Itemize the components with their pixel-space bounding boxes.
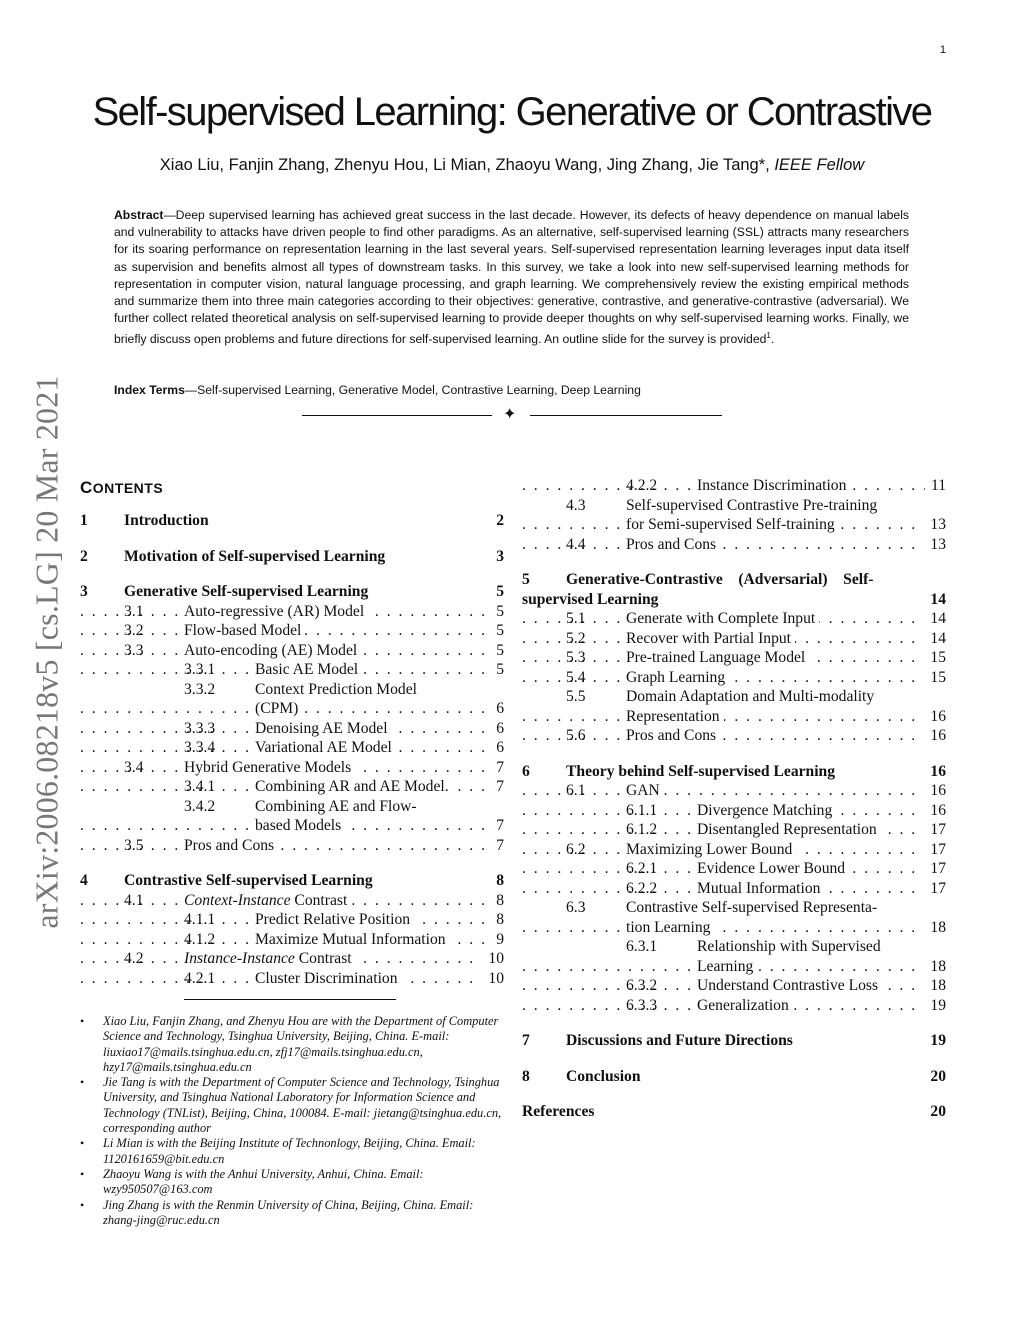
toc-entry[interactable] xyxy=(80,836,504,856)
page-number: 1 xyxy=(939,44,946,56)
toc-entry-title xyxy=(522,535,946,555)
toc-entry-number: 3.3.3 xyxy=(184,719,216,737)
toc-entry-title xyxy=(80,582,504,602)
toc-entry[interactable] xyxy=(522,859,946,879)
toc-entry[interactable] xyxy=(522,687,946,707)
toc-right-column xyxy=(522,476,946,1122)
index-terms-text: —Self-supervised Learning, Generative Model, Contrastive Learning, Deep Learning xyxy=(184,383,641,397)
footnote-text: Zhaoyu Wang is with the Anhui University, Anhui, China. Email: wzy950507@163.com xyxy=(103,1166,424,1197)
toc-entry-number: 2 xyxy=(80,547,88,565)
toc-entry-number: 6.3.1 xyxy=(626,938,658,955)
toc-entry[interactable] xyxy=(80,641,504,661)
toc-entry-title-text: Flow-based Model xyxy=(184,622,302,639)
toc-entry[interactable] xyxy=(80,930,504,950)
toc-entry-number: 6.3.2 xyxy=(626,977,658,994)
toc-entry-title xyxy=(80,511,504,531)
toc-entry-title xyxy=(522,590,946,610)
toc-entry-title-text: Graph Learning xyxy=(626,668,726,686)
toc-entry-title-text: Denoising AE Model xyxy=(255,719,388,737)
toc-entry-title xyxy=(522,801,946,821)
toc-entry-title xyxy=(522,976,946,996)
toc-entry-number: 6.1 xyxy=(566,782,586,799)
toc-entry[interactable] xyxy=(522,515,946,535)
contents-heading xyxy=(80,478,163,498)
toc-entry-title xyxy=(522,476,946,496)
toc-entry-title xyxy=(522,820,946,840)
toc-entry-title xyxy=(80,969,504,989)
toc-entry[interactable] xyxy=(522,609,946,629)
arxiv-identifier-stamp: arXiv:2006.08218v5 [cs.LG] 20 Mar 2021 xyxy=(28,375,65,929)
toc-entry[interactable] xyxy=(522,918,946,938)
footnote-text: Jing Zhang is with the Renmin University of China, Beijing, China. Email: zhang-jing@ruc.edu.cn xyxy=(103,1197,474,1227)
toc-entry-title-text: Contrast xyxy=(290,891,348,909)
toc-entry[interactable] xyxy=(80,758,504,778)
index-terms xyxy=(114,382,909,399)
footnote-item xyxy=(80,1075,504,1136)
toc-entry-number: 6.1.1 xyxy=(626,801,658,819)
toc-entry-title xyxy=(80,816,504,836)
toc-entry-title-text: Contrast xyxy=(294,950,352,967)
toc-entry-title xyxy=(80,602,504,622)
toc-entry-title-text: Hybrid Generative Models xyxy=(184,758,352,776)
toc-entry-title-text: Theory behind Self-supervised Learning xyxy=(566,762,836,780)
toc-entry-number: 4.1.1 xyxy=(184,911,216,928)
toc-entry-page: 2 xyxy=(490,511,504,531)
toc-entry[interactable] xyxy=(522,937,946,957)
toc-entry-number: 6.3.3 xyxy=(626,996,658,1014)
toc-entry-title-text: Context Prediction Model xyxy=(255,680,417,698)
toc-entry[interactable] xyxy=(522,496,946,516)
toc-entry-title-emphasis: Instance-Instance xyxy=(184,950,295,967)
toc-entry-title-text: Disentangled Representation xyxy=(697,821,877,838)
abstract-end: . xyxy=(770,332,775,347)
footnote-rule xyxy=(184,999,396,1000)
toc-entry-number: 3 xyxy=(80,583,88,600)
toc-entry-title-text: Instance Discrimination xyxy=(697,477,847,494)
footnote-text: Jie Tang is with the Department of Computer Science and Technology, Tsinghua University, and Tsinghua National Laboratory for Information Science and Technology (TNList), Beijing, China, 100084. E-mail: jietang@tsinghua.edu.cn, corresponding author xyxy=(103,1075,502,1136)
toc-entry-title xyxy=(80,641,504,661)
toc-entry-title-text: Learning xyxy=(697,957,754,975)
toc-entry-title xyxy=(522,781,946,801)
toc-entry-number: 3.3.2 xyxy=(184,680,216,698)
toc-entry-number: 3.4.2 xyxy=(184,797,216,815)
toc-entry-number: 6.2.1 xyxy=(626,860,658,877)
toc-entry-page: 11 xyxy=(925,476,946,496)
toc-entry[interactable] xyxy=(80,582,504,602)
toc-entry-title-text: Basic AE Model xyxy=(255,661,359,678)
abstract-label: Abstract xyxy=(114,208,164,222)
toc-entry-page: 15 xyxy=(924,648,946,668)
toc-entry[interactable] xyxy=(80,797,504,817)
author-fellow-note: IEEE Fellow xyxy=(774,156,865,174)
toc-entry-title xyxy=(80,836,504,856)
toc-entry-page: 13 xyxy=(924,535,946,555)
toc-entry-title xyxy=(80,777,504,797)
toc-entry-page: 19 xyxy=(924,996,946,1016)
toc-entry-number: 4.2 xyxy=(124,950,144,967)
toc-entry[interactable] xyxy=(80,660,504,680)
toc-entry-title-text: Conclusion xyxy=(566,1067,641,1085)
toc-entry[interactable] xyxy=(80,719,504,739)
toc-entry-page: 16 xyxy=(924,762,946,782)
toc-entry[interactable] xyxy=(522,1031,946,1051)
toc-entry[interactable] xyxy=(80,949,504,969)
toc-entry[interactable] xyxy=(80,910,504,930)
toc-entry-title-text: Relationship with Supervised xyxy=(697,938,881,955)
toc-entry[interactable] xyxy=(522,879,946,899)
separator-line-left xyxy=(302,415,492,416)
toc-entry-title xyxy=(522,609,946,629)
toc-entry-page: 16 xyxy=(924,707,946,727)
toc-entry-page: 10 xyxy=(482,949,504,969)
toc-entry-title xyxy=(522,1031,946,1051)
toc-entry-title xyxy=(522,1102,946,1122)
toc-entry-page: 7 xyxy=(490,836,504,856)
toc-entry-title xyxy=(522,859,946,879)
toc-entry-number: 6.3 xyxy=(566,899,586,916)
footnote-item xyxy=(80,1198,504,1229)
toc-entry[interactable] xyxy=(522,781,946,801)
toc-entry-title-text: Generative-Contrastive (Adversarial) Self- xyxy=(566,571,874,588)
toc-entry[interactable] xyxy=(522,476,946,496)
bullet-icon: • xyxy=(80,1166,85,1181)
toc-entry-number: 5.4 xyxy=(566,668,586,686)
toc-entry-title xyxy=(80,738,504,758)
toc-entry-number: 4.1.2 xyxy=(184,930,216,948)
toc-entry-number: 6.2.2 xyxy=(626,879,658,897)
toc-entry-title xyxy=(522,996,946,1016)
toc-entry[interactable] xyxy=(80,816,504,836)
toc-entry-number: 3.3.1 xyxy=(184,661,216,678)
toc-entry[interactable] xyxy=(80,602,504,622)
toc-entry[interactable] xyxy=(80,969,504,989)
toc-entry[interactable] xyxy=(522,570,946,590)
toc-entry-page: 17 xyxy=(924,820,946,840)
toc-entry-page: 15 xyxy=(924,668,946,688)
toc-entry-title-text: Maximize Mutual Information xyxy=(255,930,446,948)
toc-entry-title-text: Domain Adaptation and Multi-modality xyxy=(626,688,875,705)
toc-entry-number: 5.6 xyxy=(566,727,586,744)
toc-entry[interactable] xyxy=(80,738,504,758)
toc-entry-page: 5 xyxy=(490,660,504,680)
toc-entry-title xyxy=(522,840,946,860)
toc-entry[interactable] xyxy=(522,707,946,727)
separator-diamond-icon: ✦ xyxy=(503,406,517,423)
toc-entry-page: 6 xyxy=(490,738,504,758)
toc-entry-number: 6.2 xyxy=(566,840,586,858)
toc-entry[interactable] xyxy=(80,777,504,797)
toc-entry-title-emphasis: Context-Instance xyxy=(184,891,291,909)
toc-entry-title-text: Mutual Information xyxy=(697,879,821,897)
toc-entry-title xyxy=(80,699,504,719)
toc-entry-page: 10 xyxy=(482,969,504,989)
toc-entry-page: 20 xyxy=(924,1067,946,1087)
separator-line-right xyxy=(530,415,722,416)
toc-entry-page: 9 xyxy=(490,930,504,950)
toc-entry-page: 7 xyxy=(490,816,504,836)
toc-entry-page: 16 xyxy=(924,801,946,821)
toc-entry-title xyxy=(80,891,504,911)
contents-heading-initial: C xyxy=(80,478,93,497)
toc-entry-page: 5 xyxy=(490,602,504,622)
toc-entry-title-text: Motivation of Self-supervised Learning xyxy=(124,547,386,565)
toc-entry-title xyxy=(522,937,946,957)
toc-entry-title-text: Generalization xyxy=(697,996,789,1014)
toc-entry-title-text: Divergence Matching xyxy=(697,801,833,819)
toc-entry[interactable] xyxy=(522,1067,946,1087)
toc-entry-number: 5.5 xyxy=(566,688,586,705)
toc-entry-title-text: tion Learning xyxy=(626,918,711,936)
toc-entry-number: 7 xyxy=(522,1032,530,1049)
toc-entry-title-text: Contrastive Self-supervised Representa- xyxy=(626,899,878,916)
toc-entry[interactable] xyxy=(522,898,946,918)
toc-entry-title-text: Maximizing Lower Bound xyxy=(626,840,793,858)
toc-entry-page: 8 xyxy=(490,910,504,930)
toc-entry[interactable] xyxy=(80,699,504,719)
toc-entry-number: 3.2 xyxy=(124,622,144,639)
toc-entry[interactable] xyxy=(522,1102,946,1122)
toc-entry-title xyxy=(80,949,504,969)
toc-entry-page: 7 xyxy=(490,758,504,778)
toc-entry-page: 8 xyxy=(490,891,504,911)
toc-entry-page: 16 xyxy=(924,726,946,746)
footnote-item xyxy=(80,1136,504,1167)
toc-entry-number: 4.4 xyxy=(566,535,586,553)
paper-title: Self-supervised Learning: Generative or Contrastive xyxy=(92,90,932,134)
toc-entry-number: 1 xyxy=(80,512,88,529)
toc-entry-title xyxy=(522,515,946,535)
toc-entry-title-text: Pros and Cons xyxy=(626,727,717,744)
toc-entry-title xyxy=(80,758,504,778)
toc-entry-title xyxy=(80,910,504,930)
toc-entry-page: 7 xyxy=(490,777,504,797)
toc-entry-title xyxy=(522,898,946,918)
toc-entry[interactable] xyxy=(522,590,946,610)
toc-entry-page: 5 xyxy=(490,621,504,641)
toc-entry-title-text: Generative Self-supervised Learning xyxy=(124,583,369,600)
toc-entry-title-text: Self-supervised Contrastive Pre-training xyxy=(626,496,878,514)
toc-entry-title-text: Pros and Cons xyxy=(626,535,717,553)
toc-entry-number: 4.3 xyxy=(566,496,586,514)
toc-entry[interactable] xyxy=(80,891,504,911)
toc-entry-number: 4.2.2 xyxy=(626,477,658,494)
toc-entry-page: 17 xyxy=(924,840,946,860)
toc-entry[interactable] xyxy=(522,996,946,1016)
toc-entry-title xyxy=(80,930,504,950)
toc-entry-number: 5 xyxy=(522,571,530,588)
toc-entry-title xyxy=(80,547,504,567)
toc-entry-title xyxy=(80,621,504,641)
author-list xyxy=(0,154,1024,176)
toc-entry-number: 5.2 xyxy=(566,629,586,647)
toc-entry-title-text: Predict Relative Position xyxy=(255,911,411,928)
toc-entry-title-text: Representation xyxy=(626,707,720,725)
toc-entry-page: 5 xyxy=(490,582,504,602)
toc-entry-number: 3.3.4 xyxy=(184,739,216,756)
bullet-icon: • xyxy=(80,1075,85,1090)
toc-entry-title xyxy=(522,570,946,590)
toc-entry[interactable] xyxy=(522,820,946,840)
toc-entry-title-text: Auto-encoding (AE) Model xyxy=(184,641,358,659)
toc-entry-title-text: GAN xyxy=(626,782,660,799)
toc-entry-title xyxy=(522,496,946,516)
toc-entry[interactable] xyxy=(522,801,946,821)
toc-entry-number: 4 xyxy=(80,872,88,889)
toc-left-column xyxy=(80,511,504,988)
toc-entry-page: 17 xyxy=(924,859,946,879)
toc-entry-title-text: Cluster Discrimination xyxy=(255,969,398,987)
toc-entry-title xyxy=(80,680,504,700)
toc-entry-page: 8 xyxy=(490,871,504,891)
toc-entry[interactable] xyxy=(522,535,946,555)
toc-entry-title-text: Introduction xyxy=(124,512,209,529)
bullet-icon: • xyxy=(80,1014,85,1028)
toc-entry-title-text: based Models xyxy=(255,817,342,834)
toc-entry-title-text: References xyxy=(522,1103,595,1120)
toc-entry-page: 13 xyxy=(924,515,946,535)
toc-entry-title xyxy=(522,707,946,727)
abstract-footnote-mark[interactable]: 1 xyxy=(766,331,771,341)
toc-entry-title xyxy=(80,660,504,680)
toc-entry[interactable] xyxy=(522,976,946,996)
toc-entry-title xyxy=(522,668,946,688)
toc-entry-title xyxy=(522,762,946,782)
footnote-item xyxy=(80,1167,504,1198)
bullet-icon: • xyxy=(80,1136,85,1151)
toc-entry-page: 18 xyxy=(924,957,946,977)
toc-entry-page: 3 xyxy=(490,547,504,567)
toc-entry-number: 8 xyxy=(522,1067,530,1085)
index-terms-label: Index Terms xyxy=(114,383,185,397)
toc-entry-page: 16 xyxy=(924,781,946,801)
toc-entry-title xyxy=(80,797,504,817)
toc-entry-title xyxy=(522,957,946,977)
toc-entry-page: 17 xyxy=(924,879,946,899)
toc-entry[interactable] xyxy=(80,511,504,531)
toc-entry-page: 14 xyxy=(924,629,946,649)
author-names: Xiao Liu, Fanjin Zhang, Zhenyu Hou, Li Mian, Zhaoyu Wang, Jing Zhang, Jie Tang*, xyxy=(159,156,775,174)
toc-entry[interactable] xyxy=(80,871,504,891)
contents-heading-rest: ONTENTS xyxy=(92,480,164,496)
toc-entry-title xyxy=(522,629,946,649)
toc-entry-page: 14 xyxy=(924,609,946,629)
toc-entry-title xyxy=(522,687,946,707)
author-footnotes xyxy=(80,1014,504,1228)
toc-entry-title-text: (CPM) xyxy=(255,700,299,717)
toc-entry-title-text: Discussions and Future Directions xyxy=(566,1032,793,1049)
toc-entry-title xyxy=(522,918,946,938)
footnote-text: Xiao Liu, Fanjin Zhang, and Zhenyu Hou are with the Department of Computer Science and Technology, Tsinghua University, Beijing, China. E-mail: liuxiao17@mails.tsinghua.edu.cn, zfj17@mails.tsinghua.edu.cn, hzy17@mails.tsinghua.edu.cn xyxy=(103,1014,499,1074)
toc-entry-number: 4.2.1 xyxy=(184,969,216,987)
footnote-item xyxy=(80,1014,504,1075)
toc-entry[interactable] xyxy=(522,668,946,688)
toc-entry-title xyxy=(522,648,946,668)
footnote-text: Li Mian is with the Beijing Institute of Technonlogy, Beijing, China. Email: 1120161659@bit.edu.cn xyxy=(103,1136,476,1166)
abstract xyxy=(114,207,909,349)
toc-entry[interactable] xyxy=(80,680,504,700)
toc-entry[interactable] xyxy=(522,629,946,649)
toc-entry-title-text: Understand Contrastive Loss xyxy=(697,977,879,994)
toc-entry-title-text: Auto-regressive (AR) Model xyxy=(184,602,365,620)
toc-entry-number: 3.4.1 xyxy=(184,778,216,795)
toc-entry-title xyxy=(80,719,504,739)
toc-entry[interactable] xyxy=(80,621,504,641)
toc-entry-page: 6 xyxy=(490,699,504,719)
toc-entry-page: 14 xyxy=(924,590,946,610)
toc-entry-title xyxy=(80,871,504,891)
toc-entry-title-text: Pros and Cons xyxy=(184,836,275,854)
toc-entry-title-text: Variational AE Model xyxy=(255,739,392,756)
toc-entry-number: 3.1 xyxy=(124,602,144,620)
toc-entry-number: 5.3 xyxy=(566,649,586,666)
toc-entry-title-text: supervised Learning xyxy=(522,590,659,608)
toc-entry[interactable] xyxy=(80,547,504,567)
toc-entry[interactable] xyxy=(522,648,946,668)
toc-entry-title xyxy=(522,1067,946,1087)
toc-entry-number: 3.3 xyxy=(124,641,144,659)
toc-entry-page: 18 xyxy=(924,976,946,996)
abstract-text: —Deep supervised learning has achieved great success in the last decade. However, its defects of heavy dependence on manual labels and vulnerability to attacks have driven people to find other paradigms. As an alternative, self-supervised learning (SSL) attracts many researchers for its soaring performance on representation learning in the last several years. Self-supervised representation learning leverages input data itself as supervision and benefits almost all types of downstream tasks. In this survey, we take a look into new self-supervised learning methods for representation in computer vision, natural language processing, and graph learning. We comprehensively review the existing empirical methods and summarize them into three main categories according to their objectives: generative, contrastive, and generative-contrastive (adversarial). We further collect related theoretical analysis on self-supervised learning to provide deeper thoughts on why self-supervised learning works. Finally, we briefly discuss open problems and future directions for self-supervised learning. An outline slide for the survey is provided xyxy=(114,208,909,347)
toc-entry-number: 5.1 xyxy=(566,610,586,627)
toc-entry-number: 6.1.2 xyxy=(626,821,658,838)
toc-entry-title-text: Evidence Lower Bound xyxy=(697,860,846,877)
toc-entry-page: 20 xyxy=(924,1102,946,1122)
toc-entry-title xyxy=(522,879,946,899)
bullet-icon: • xyxy=(80,1197,85,1212)
toc-entry-title-text: for Semi-supervised Self-training xyxy=(626,516,835,533)
toc-entry-title-text: Pre-trained Language Model xyxy=(626,649,806,666)
toc-entry-page: 18 xyxy=(924,918,946,938)
toc-entry-title-text: Generate with Complete Input xyxy=(626,610,816,627)
toc-entry[interactable] xyxy=(522,762,946,782)
toc-entry-page: 5 xyxy=(490,641,504,661)
toc-entry-number: 3.4 xyxy=(124,758,144,776)
toc-entry[interactable] xyxy=(522,726,946,746)
toc-entry-title xyxy=(522,726,946,746)
toc-entry-number: 3.5 xyxy=(124,836,144,854)
toc-entry-page: 19 xyxy=(924,1031,946,1051)
toc-entry[interactable] xyxy=(522,957,946,977)
toc-entry-title-text: Combining AR and AE Model. xyxy=(255,778,449,795)
toc-entry-title-text: Combining AE and Flow- xyxy=(255,797,417,815)
toc-entry[interactable] xyxy=(522,840,946,860)
toc-entry-title-text: Contrastive Self-supervised Learning xyxy=(124,872,373,889)
toc-entry-number: 4.1 xyxy=(124,891,144,909)
toc-entry-title-text: Recover with Partial Input xyxy=(626,629,791,647)
toc-entry-page: 6 xyxy=(490,719,504,739)
toc-entry-number: 6 xyxy=(522,762,530,780)
